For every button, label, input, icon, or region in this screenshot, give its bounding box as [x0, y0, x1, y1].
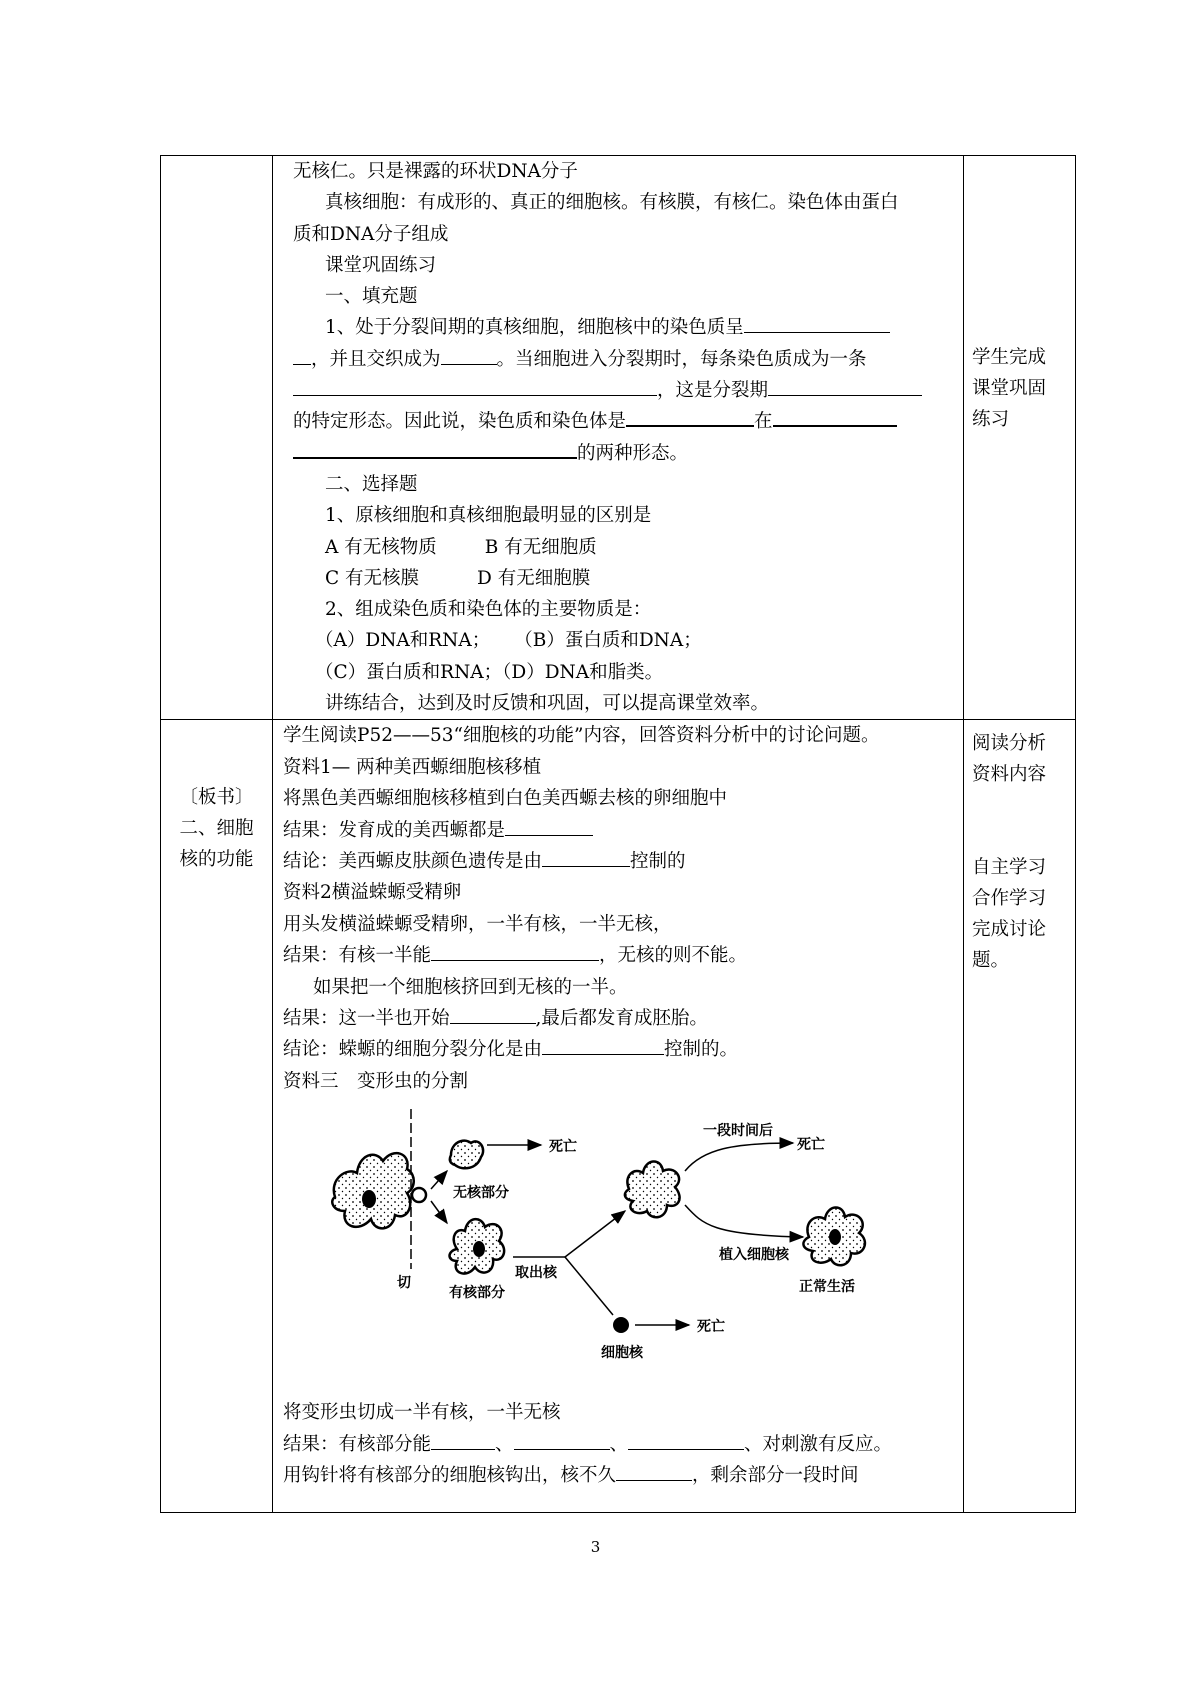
- amoeba-figure: [273, 1097, 963, 1397]
- label-remove-nucleus: 取出核: [515, 1265, 557, 1282]
- material-heading: 资料三 变形虫的分割: [283, 1070, 469, 1092]
- table-row: [161, 720, 1076, 1513]
- note-line: 题。: [972, 950, 1010, 972]
- nucleus: [362, 1190, 376, 1208]
- material-heading: 资料1— 两种美西螈细胞核移植: [283, 756, 542, 778]
- amoeba-enucleated: [625, 1162, 680, 1218]
- text-line: 将黑色美西螈细胞核移植到白色美西螈去核的卵细胞中: [283, 788, 728, 810]
- label-no-nucleus-part: 无核部分: [453, 1185, 509, 1202]
- answer-blank[interactable]: [431, 942, 599, 961]
- question-line: 结论：美西螈皮肤颜色遗传是由 控制的: [273, 846, 963, 877]
- text-line: 无核仁。只是裸露的环状DNA分子: [293, 161, 578, 182]
- option-a[interactable]: （A）DNA和RNA；: [315, 630, 491, 652]
- section-heading: 二、选择题: [325, 473, 418, 495]
- label-cut: 切: [397, 1275, 411, 1292]
- text-line: 讲练结合，达到及时反馈和巩固，可以提高课堂效率。: [325, 693, 770, 715]
- answer-blank[interactable]: [773, 407, 897, 427]
- label-after-time: 一段时间后: [703, 1123, 773, 1140]
- option-line: [273, 625, 963, 656]
- option-d[interactable]: D 有无细胞膜: [477, 567, 591, 589]
- left-cell-row1: [161, 156, 273, 720]
- content-cell-row2: [273, 720, 964, 1513]
- answer-blank[interactable]: [514, 1431, 610, 1450]
- text-line: 如果把一个细胞核挤回到无核的一半。: [313, 976, 628, 998]
- answer-blank[interactable]: [293, 377, 657, 396]
- question-line: 的特定形态。因此说，染色质和染色体是 在: [273, 406, 963, 437]
- text-line: 用头发横溢蝾螈受精卵，一半有核，一半无核，: [283, 913, 672, 935]
- question-line: ，并且交织成为 。当细胞进入分裂期时，每条染色质成为一条: [273, 344, 963, 375]
- teacher-note: [964, 156, 1075, 435]
- amoeba-original: [332, 1153, 414, 1228]
- label-nucleus: 细胞核: [601, 1345, 643, 1362]
- answer-blank[interactable]: [450, 1005, 536, 1024]
- answer-blank[interactable]: [768, 377, 922, 396]
- answer-blank[interactable]: [616, 1462, 692, 1481]
- label-nucleus-part: 有核部分: [449, 1285, 505, 1302]
- option-a[interactable]: A 有无核物质: [325, 536, 437, 558]
- question-line: 结果：有核部分能 、 、 、对刺激有反应。: [273, 1429, 963, 1460]
- note-line: 合作学习: [972, 888, 1047, 910]
- label-death: 死亡: [697, 1319, 725, 1336]
- nucleus-removed: [613, 1317, 629, 1333]
- question-line: 的两种形态。: [273, 438, 963, 469]
- cut-fragment: [412, 1188, 426, 1202]
- question-line: 结果：发育成的美西螈都是: [273, 815, 963, 846]
- note-line: 课堂巩固: [972, 378, 1047, 399]
- text-line: 真核细胞：有成形的、真正的细胞核。有核膜，有核仁。染色体由蛋白: [325, 192, 899, 214]
- note-line: 练习: [972, 409, 1010, 430]
- text-line: 质和DNA分子组成: [293, 223, 449, 245]
- table-row: [161, 156, 1076, 720]
- question-line: 结论：蝾螈的细胞分裂分化是由 控制的。: [273, 1034, 963, 1065]
- teacher-note: [964, 720, 1075, 976]
- option-line: （C）蛋白质和RNA；（D）DNA和脂类。: [315, 661, 664, 683]
- board-note: [161, 720, 272, 875]
- label-normal-life: 正常生活: [799, 1279, 855, 1296]
- answer-blank[interactable]: [542, 1036, 664, 1055]
- note-line: 阅读分析: [972, 733, 1047, 755]
- text-line: 学生阅读P52——53“细胞核的功能”内容，回答资料分析中的讨论问题。: [283, 725, 880, 747]
- section-heading: 一、填充题: [325, 286, 418, 308]
- amoeba-diagram: [323, 1109, 923, 1379]
- question-line: 结果：这一半也开始 ,最后都发育成胚胎。: [273, 1003, 963, 1034]
- note-line: 核的功能: [179, 849, 254, 871]
- answer-blank[interactable]: [441, 346, 497, 365]
- answer-blank[interactable]: [628, 1431, 744, 1450]
- page-number: 3: [590, 1538, 601, 1556]
- answer-blank[interactable]: [744, 314, 890, 333]
- amoeba-no-nucleus: [450, 1141, 483, 1169]
- note-line: 完成讨论: [972, 919, 1047, 941]
- section-heading: 课堂巩固练习: [325, 254, 437, 276]
- question-line: 结果：有核一半能 ，无核的则不能。: [273, 940, 963, 971]
- note-line: 〔板书〕: [179, 787, 254, 809]
- question-line: 1、处于分裂间期的真核细胞，细胞核中的染色质呈: [273, 312, 963, 343]
- answer-blank[interactable]: [293, 439, 577, 459]
- question-line: 用钩针将有核部分的细胞核钩出，核不久 ，剩余部分一段时间: [273, 1460, 963, 1491]
- label-death: 死亡: [549, 1139, 577, 1156]
- answer-blank[interactable]: [505, 817, 593, 836]
- note-cell-row1: [964, 156, 1076, 720]
- material-heading: 资料2横溢蝾螈受精卵: [283, 882, 462, 904]
- option-line: [273, 532, 963, 563]
- note-line: 资料内容: [972, 764, 1047, 786]
- question-line: ，这是分裂期: [273, 375, 963, 406]
- option-b[interactable]: （B）蛋白质和DNA；: [514, 630, 702, 652]
- question-line: 2、组成染色质和染色体的主要物质是：: [325, 599, 652, 621]
- content-cell-row1: [273, 156, 964, 720]
- text-line: 将变形虫切成一半有核，一半无核: [283, 1402, 561, 1424]
- left-cell-row2: [161, 720, 273, 1513]
- answer-blank[interactable]: [431, 1431, 495, 1450]
- answer-blank[interactable]: [293, 346, 311, 365]
- option-c[interactable]: C 有无核膜: [325, 567, 420, 589]
- note-cell-row2: [964, 720, 1076, 1513]
- question-line: 1、原核细胞和真核细胞最明显的区别是: [325, 505, 652, 527]
- answer-blank[interactable]: [542, 848, 630, 867]
- answer-blank[interactable]: [626, 407, 754, 427]
- option-b[interactable]: B 有无细胞质: [484, 536, 597, 558]
- lesson-table: [160, 155, 1076, 1513]
- note-line: 二、细胞: [179, 818, 254, 840]
- note-line: 自主学习: [972, 857, 1047, 879]
- option-line: [273, 563, 963, 594]
- label-death: 死亡: [797, 1137, 825, 1154]
- note-line: 学生完成: [972, 347, 1047, 368]
- label-implant-nucleus: 植入细胞核: [719, 1247, 789, 1264]
